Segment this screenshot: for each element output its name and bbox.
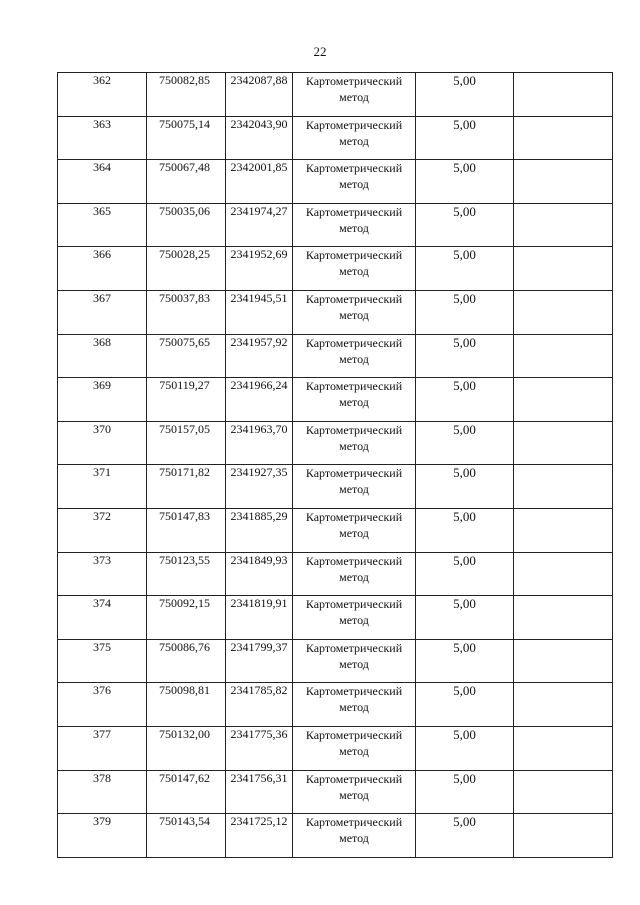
page-number: 22 [313,44,327,59]
x-coordinate-cell-text: 750119,27 [159,378,210,393]
method-cell-text: Картометрический метод [305,727,403,758]
accuracy-cell-text: 5,00 [453,203,476,219]
point-number-cell-text: 368 [93,334,111,349]
accuracy-cell [416,290,514,334]
y-coordinate-cell [226,116,293,160]
method-cell-text: Картометрический метод [305,553,403,584]
method-cell [293,203,416,247]
x-coordinate-cell-text: 750147,62 [159,770,210,785]
y-coordinate-cell [226,465,293,509]
accuracy-cell [416,421,514,465]
x-coordinate-cell [147,596,226,640]
y-coordinate-cell [226,421,293,465]
method-cell [293,552,416,596]
point-number-cell-text: 363 [93,116,111,131]
y-coordinate-cell [226,203,293,247]
table-row [58,814,613,858]
method-cell [293,814,416,858]
point-number-cell [58,378,147,422]
point-number-cell-text: 372 [93,508,111,523]
y-coordinate-cell [226,247,293,291]
method-cell-text: Картометрический метод [305,815,403,846]
method-cell-text: Картометрический метод [305,161,403,192]
x-coordinate-cell [147,203,226,247]
accuracy-cell [416,73,514,117]
accuracy-cell [416,116,514,160]
point-number-cell-text: 364 [93,160,111,175]
method-cell-text: Картометрический метод [305,204,403,235]
x-coordinate-cell-text: 750171,82 [159,465,210,480]
x-coordinate-cell-text: 750143,54 [159,814,210,829]
x-coordinate-cell [147,726,226,770]
point-number-cell [58,421,147,465]
accuracy-cell [416,726,514,770]
x-coordinate-cell-text: 750028,25 [159,247,210,262]
table-row [58,683,613,727]
table-row [58,508,613,552]
x-coordinate-cell [147,683,226,727]
x-coordinate-cell [147,814,226,858]
y-coordinate-cell [226,683,293,727]
accuracy-cell-text: 5,00 [453,116,476,132]
point-number-cell [58,552,147,596]
coordinates-table [57,72,613,858]
note-cell [514,421,613,465]
x-coordinate-cell-text: 750123,55 [159,552,210,567]
x-coordinate-cell-text: 750092,15 [159,596,210,611]
note-cell [514,508,613,552]
x-coordinate-cell-text: 750147,83 [159,508,210,523]
y-coordinate-cell [226,160,293,204]
x-coordinate-cell-text: 750098,81 [159,683,210,698]
note-cell [514,73,613,117]
method-cell [293,160,416,204]
method-cell [293,378,416,422]
table-row [58,160,613,204]
y-coordinate-cell-text: 2341966,24 [230,378,288,393]
note-cell [514,334,613,378]
point-number-cell-text: 375 [93,639,111,654]
table-row [58,247,613,291]
note-cell [514,814,613,858]
point-number-cell [58,465,147,509]
x-coordinate-cell [147,378,226,422]
x-coordinate-cell [147,770,226,814]
accuracy-cell [416,378,514,422]
x-coordinate-cell [147,508,226,552]
point-number-cell [58,508,147,552]
x-coordinate-cell [147,552,226,596]
accuracy-cell-text: 5,00 [453,378,476,394]
y-coordinate-cell [226,596,293,640]
y-coordinate-cell [226,378,293,422]
y-coordinate-cell-text: 2341849,93 [230,552,288,567]
accuracy-cell [416,683,514,727]
note-cell [514,596,613,640]
point-number-cell [58,247,147,291]
point-number-cell [58,596,147,640]
accuracy-cell-text: 5,00 [453,290,476,306]
method-cell [293,334,416,378]
y-coordinate-cell-text: 2341785,82 [230,683,288,698]
table-row [58,639,613,683]
y-coordinate-cell [226,73,293,117]
accuracy-cell [416,596,514,640]
point-number-cell-text: 376 [93,683,111,698]
accuracy-cell-text: 5,00 [453,465,476,481]
y-coordinate-cell [226,290,293,334]
point-number-cell [58,334,147,378]
point-number-cell [58,73,147,117]
x-coordinate-cell [147,290,226,334]
note-cell [514,639,613,683]
table-row [58,770,613,814]
y-coordinate-cell-text: 2342043,90 [230,116,288,131]
note-cell [514,290,613,334]
method-cell [293,116,416,160]
point-number-cell [58,726,147,770]
y-coordinate-cell [226,334,293,378]
point-number-cell [58,116,147,160]
method-cell-text: Картометрический метод [305,335,403,366]
point-number-cell-text: 379 [93,814,111,829]
y-coordinate-cell [226,508,293,552]
note-cell [514,683,613,727]
note-cell [514,770,613,814]
accuracy-cell [416,203,514,247]
note-cell [514,247,613,291]
point-number-cell [58,639,147,683]
x-coordinate-cell-text: 750037,83 [159,290,210,305]
y-coordinate-cell [226,639,293,683]
x-coordinate-cell [147,73,226,117]
accuracy-cell [416,465,514,509]
table-row [58,334,613,378]
accuracy-cell-text: 5,00 [453,508,476,524]
x-coordinate-cell-text: 750086,76 [159,639,210,654]
accuracy-cell-text: 5,00 [453,160,476,176]
table-row [58,116,613,160]
y-coordinate-cell [226,726,293,770]
method-cell [293,247,416,291]
accuracy-cell [416,552,514,596]
y-coordinate-cell [226,814,293,858]
note-cell [514,552,613,596]
table-row [58,73,613,117]
table-row [58,465,613,509]
method-cell-text: Картометрический метод [305,379,403,410]
x-coordinate-cell-text: 750082,85 [159,73,210,87]
accuracy-cell-text: 5,00 [453,247,476,263]
method-cell-text: Картометрический метод [305,291,403,322]
y-coordinate-cell-text: 2341957,92 [230,334,288,349]
accuracy-cell-text: 5,00 [453,596,476,612]
coordinates-table-body [58,73,613,858]
method-cell [293,421,416,465]
method-cell-text: Картометрический метод [305,466,403,497]
note-cell [514,160,613,204]
accuracy-cell [416,160,514,204]
point-number-cell-text: 370 [93,421,111,436]
method-cell-text: Картометрический метод [305,422,403,453]
point-number-cell [58,770,147,814]
x-coordinate-cell [147,334,226,378]
method-cell-text: Картометрический метод [305,597,403,628]
point-number-cell-text: 377 [93,726,111,741]
y-coordinate-cell-text: 2341927,35 [230,465,288,480]
table-row [58,421,613,465]
y-coordinate-cell-text: 2341756,31 [230,770,288,785]
method-cell [293,683,416,727]
method-cell-text: Картометрический метод [305,684,403,715]
point-number-cell-text: 371 [93,465,111,480]
x-coordinate-cell [147,160,226,204]
accuracy-cell [416,508,514,552]
table-row [58,203,613,247]
note-cell [514,378,613,422]
method-cell [293,465,416,509]
point-number-cell-text: 367 [93,290,111,305]
point-number-cell-text: 374 [93,596,111,611]
accuracy-cell-text: 5,00 [453,770,476,786]
point-number-cell-text: 365 [93,203,111,218]
method-cell [293,639,416,683]
y-coordinate-cell-text: 2341799,37 [230,639,288,654]
note-cell [514,726,613,770]
table-row [58,378,613,422]
accuracy-cell [416,770,514,814]
y-coordinate-cell-text: 2341974,27 [230,203,288,218]
y-coordinate-cell [226,552,293,596]
y-coordinate-cell-text: 2341775,36 [230,726,288,741]
table-row [58,726,613,770]
method-cell-text: Картометрический метод [305,74,403,104]
accuracy-cell [416,334,514,378]
accuracy-cell-text: 5,00 [453,334,476,350]
accuracy-cell-text: 5,00 [453,421,476,437]
method-cell [293,726,416,770]
note-cell [514,203,613,247]
point-number-cell-text: 366 [93,247,111,262]
point-number-cell-text: 362 [93,73,111,87]
accuracy-cell-text: 5,00 [453,726,476,742]
accuracy-cell-text: 5,00 [453,552,476,568]
x-coordinate-cell-text: 750035,06 [159,203,210,218]
point-number-cell [58,160,147,204]
y-coordinate-cell-text: 2342001,85 [230,160,288,175]
y-coordinate-cell [226,770,293,814]
point-number-cell-text: 369 [93,378,111,393]
x-coordinate-cell-text: 750075,65 [159,334,210,349]
method-cell-text: Картометрический метод [305,509,403,540]
point-number-cell-text: 378 [93,770,111,785]
method-cell-text: Картометрический метод [305,248,403,279]
table-row [58,552,613,596]
method-cell [293,508,416,552]
point-number-cell [58,290,147,334]
y-coordinate-cell-text: 2342087,88 [230,73,288,87]
y-coordinate-cell-text: 2341963,70 [230,421,288,436]
y-coordinate-cell-text: 2341725,12 [230,814,288,829]
point-number-cell-text: 373 [93,552,111,567]
method-cell [293,290,416,334]
x-coordinate-cell [147,421,226,465]
x-coordinate-cell-text: 750067,48 [159,160,210,175]
point-number-cell [58,203,147,247]
accuracy-cell-text: 5,00 [453,639,476,655]
method-cell [293,596,416,640]
x-coordinate-cell-text: 750075,14 [159,116,210,131]
accuracy-cell [416,814,514,858]
x-coordinate-cell [147,639,226,683]
y-coordinate-cell-text: 2341952,69 [230,247,288,262]
method-cell [293,73,416,117]
accuracy-cell-text: 5,00 [453,814,476,830]
x-coordinate-cell [147,465,226,509]
y-coordinate-cell-text: 2341819,91 [230,596,288,611]
note-cell [514,116,613,160]
method-cell [293,770,416,814]
method-cell-text: Картометрический метод [305,117,403,148]
y-coordinate-cell-text: 2341945,51 [230,290,288,305]
y-coordinate-cell-text: 2341885,29 [230,508,288,523]
accuracy-cell [416,639,514,683]
accuracy-cell [416,247,514,291]
table-row [58,596,613,640]
x-coordinate-cell-text: 750132,00 [159,726,210,741]
method-cell-text: Картометрический метод [305,640,403,671]
accuracy-cell-text: 5,00 [453,73,476,88]
point-number-cell [58,814,147,858]
method-cell-text: Картометрический метод [305,771,403,802]
note-cell [514,465,613,509]
x-coordinate-cell-text: 750157,05 [159,421,210,436]
x-coordinate-cell [147,247,226,291]
point-number-cell [58,683,147,727]
accuracy-cell-text: 5,00 [453,683,476,699]
x-coordinate-cell [147,116,226,160]
table-row [58,290,613,334]
